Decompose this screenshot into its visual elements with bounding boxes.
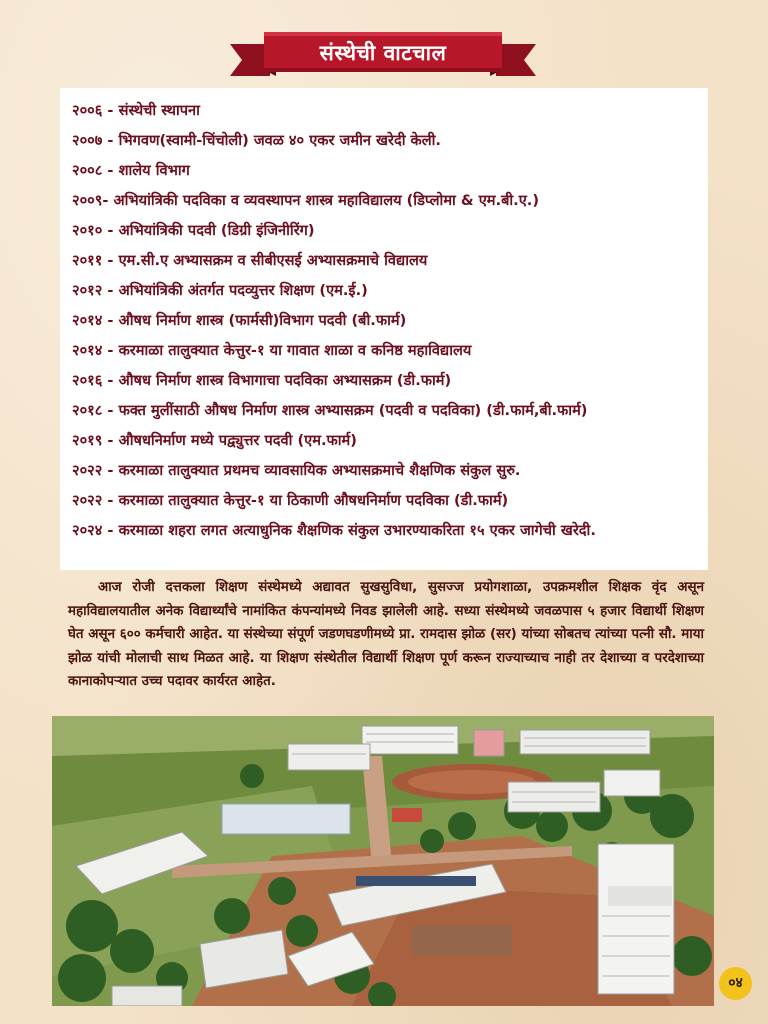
timeline-item: २०१४ - करमाळा तालुक्यात केत्तुर-१ या गावात शाळा व कनिष्ठ महाविद्यालय: [72, 342, 472, 359]
timeline-item: २००७ - भिगवण(स्वामी-चिंचोली) जवळ ४० एकर जमीन खरेदी केली.: [72, 132, 441, 149]
title-ribbon: [230, 30, 536, 80]
timeline-item: २०१० - अभियांत्रिकी पदवी (डिग्री इंजिनीरिंग): [72, 222, 315, 239]
timeline-item: २०१६ - औषध निर्माण शास्त्र विभागाचा पदविका अभ्यासक्रम (डी.फार्म): [72, 372, 452, 389]
page-number-badge: ०४: [719, 967, 752, 1000]
campus-illustration: [52, 716, 714, 1006]
timeline-item: २०१२ - अभियांत्रिकी अंतर्गत पदव्युत्तर शिक्षण (एम.ई.): [72, 282, 368, 299]
timeline-item: २००८ - शालेय विभाग: [72, 162, 190, 179]
timeline-item: २०१८ - फक्त मुलींसाठी औषध निर्माण शास्त्र अभ्यासक्रम (पदवी व पदविका) (डी.फार्म,बी.फार्म): [72, 402, 588, 419]
intro-paragraph: आज रोजी दत्तकला शिक्षण संस्थेमध्ये अद्यावत सुखसुविधा, सुसज्ज प्रयोगशाळा, उपक्रमशील शिक्षक वृंद असून महाविद्यालयातील अनेक विद्यार्थ्यांचे नामांकित कंपन्यांमध्ये निवड झालेली आहे. सध्या संस्थेमध्ये जवळपास ५ हजार विद्यार्थी शिक्षण घेत असून ६०० कर्मचारी आहेत. या संस्थेच्या संपूर्ण जडणघडणीमध्ये प्रा. रामदास झोळ (सर) यांच्या सोबतच त्यांच्या पत्नी सौ. माया झोळ यांची मोलाची साथ मिळत आहे. या शिक्षण संस्थेतील विद्यार्थी शिक्षण पूर्ण करून राज्याच्याच नाही तर देशाच्या व परदेशाच्या कानाकोपऱ्यात उच्च पदावर कार्यरत आहेत.: [68, 580, 704, 690]
timeline-item: २०१९ - औषधनिर्माण मध्ये पद्व्युत्तर पदवी (एम.फार्म): [72, 432, 357, 449]
timeline-item: २००९- अभियांत्रिकी पदविका व व्यवस्थापन शास्त्र महाविद्यालय (डिप्लोमा & एम.बी.ए.): [72, 192, 540, 209]
timeline-panel: [60, 88, 708, 570]
page-title: संस्थेची वाटचाल: [319, 41, 447, 65]
timeline-item: २०२२ - करमाळा तालुक्यात प्रथमच व्यावसायिक अभ्यासक्रमाचे शैक्षणिक संकुल सुरु.: [72, 462, 521, 479]
campus-aerial-photo: [52, 716, 714, 1006]
timeline-item: २००६ - संस्थेची स्थापना: [72, 102, 200, 119]
timeline-item: २०२४ - करमाळा शहरा लगत अत्याधुनिक शैक्षणिक संकुल उभारण्याकरिता १५ एकर जागेची खरेदी.: [72, 522, 596, 539]
timeline-item: २०११ - एम.सी.ए अभ्यासक्रम व सीबीएसई अभ्यासक्रमाचे विद्यालय: [72, 252, 428, 269]
timeline-item: २०१४ - औषध निर्माण शास्त्र (फार्मसी)विभाग पदवी (बी.फार्म): [72, 312, 407, 329]
timeline-item: २०२२ - करमाळा तालुक्यात केत्तुर-१ या ठिकाणी औषधनिर्माण पदविका (डी.फार्म): [72, 492, 509, 509]
